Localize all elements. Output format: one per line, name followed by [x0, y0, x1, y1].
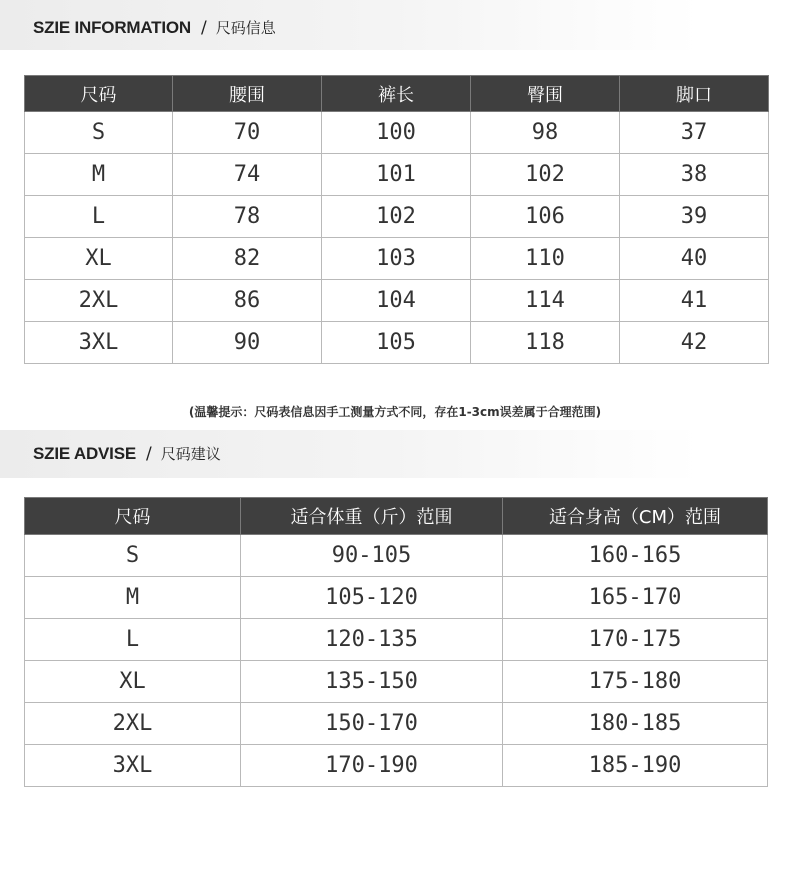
- table-cell: L: [25, 619, 241, 661]
- table-cell: 2XL: [25, 280, 173, 322]
- table-cell: 3XL: [25, 322, 173, 364]
- header-cell-weight-range: 适合体重（斤）范围: [241, 498, 503, 535]
- header-cell-waist: 腰围: [173, 76, 322, 112]
- table-row: [25, 280, 769, 322]
- table-header-row: [25, 76, 769, 112]
- table-cell: 110: [471, 238, 620, 280]
- table-cell: 114: [471, 280, 620, 322]
- table-cell: 175-180: [503, 661, 768, 703]
- table-cell: 103: [322, 238, 471, 280]
- table-cell: 90-105: [241, 535, 503, 577]
- table-cell: 180-185: [503, 703, 768, 745]
- table-cell: 135-150: [241, 661, 503, 703]
- table-cell: M: [25, 577, 241, 619]
- table-cell: 38: [620, 154, 769, 196]
- header-cell-size: 尺码: [25, 498, 241, 535]
- table-header-row: [25, 498, 768, 535]
- table-row: [25, 322, 769, 364]
- table-cell: L: [25, 196, 173, 238]
- table-cell: XL: [25, 661, 241, 703]
- header-cell-hem: 脚口: [620, 76, 769, 112]
- section-title-en: SZIE INFORMATION: [33, 18, 191, 37]
- table-cell: 104: [322, 280, 471, 322]
- table-cell: 41: [620, 280, 769, 322]
- table-row: [25, 619, 768, 661]
- section-title-size-advise: [33, 443, 221, 464]
- table-cell: 170-175: [503, 619, 768, 661]
- table-cell: S: [25, 535, 241, 577]
- table-cell: M: [25, 154, 173, 196]
- size-advise-table: [24, 497, 768, 787]
- table-cell: 106: [471, 196, 620, 238]
- table-cell: 90: [173, 322, 322, 364]
- table-row: [25, 196, 769, 238]
- table-row: [25, 112, 769, 154]
- table-cell: S: [25, 112, 173, 154]
- header-cell-hip: 臀围: [471, 76, 620, 112]
- table-cell: 165-170: [503, 577, 768, 619]
- table-cell: 101: [322, 154, 471, 196]
- table-cell: 150-170: [241, 703, 503, 745]
- section-title-cn: 尺码信息: [215, 19, 276, 37]
- table-cell: 3XL: [25, 745, 241, 787]
- table-cell: 102: [471, 154, 620, 196]
- table-cell: 160-165: [503, 535, 768, 577]
- section-title-cn: 尺码建议: [160, 445, 221, 463]
- header-cell-length: 裤长: [322, 76, 471, 112]
- measurement-note: (温馨提示：尺码表信息因手工测量方式不同，存在1-3cm误差属于合理范围): [188, 405, 602, 419]
- table-cell: 70: [173, 112, 322, 154]
- table-cell: 39: [620, 196, 769, 238]
- table-row: [25, 238, 769, 280]
- table-cell: 185-190: [503, 745, 768, 787]
- table-cell: 105: [322, 322, 471, 364]
- table-row: [25, 745, 768, 787]
- section-title-separator: /: [200, 18, 207, 38]
- table-cell: XL: [25, 238, 173, 280]
- table-cell: 120-135: [241, 619, 503, 661]
- table-cell: 74: [173, 154, 322, 196]
- table-row: [25, 661, 768, 703]
- section-title-en: SZIE ADVISE: [33, 444, 136, 463]
- table-cell: 118: [471, 322, 620, 364]
- table-cell: 78: [173, 196, 322, 238]
- section-title-separator: /: [145, 444, 152, 464]
- table-cell: 105-120: [241, 577, 503, 619]
- table-cell: 2XL: [25, 703, 241, 745]
- table-cell: 102: [322, 196, 471, 238]
- table-cell: 100: [322, 112, 471, 154]
- table-cell: 42: [620, 322, 769, 364]
- table-row: [25, 703, 768, 745]
- table-cell: 40: [620, 238, 769, 280]
- table-cell: 37: [620, 112, 769, 154]
- table-row: [25, 577, 768, 619]
- header-cell-size: 尺码: [25, 76, 173, 112]
- header-cell-height-range: 适合身高（CM）范围: [503, 498, 768, 535]
- table-row: [25, 535, 768, 577]
- table-cell: 82: [173, 238, 322, 280]
- section-title-size-info: [33, 17, 276, 38]
- table-cell: 170-190: [241, 745, 503, 787]
- table-cell: 86: [173, 280, 322, 322]
- table-cell: 98: [471, 112, 620, 154]
- size-info-table: [24, 75, 769, 364]
- table-row: [25, 154, 769, 196]
